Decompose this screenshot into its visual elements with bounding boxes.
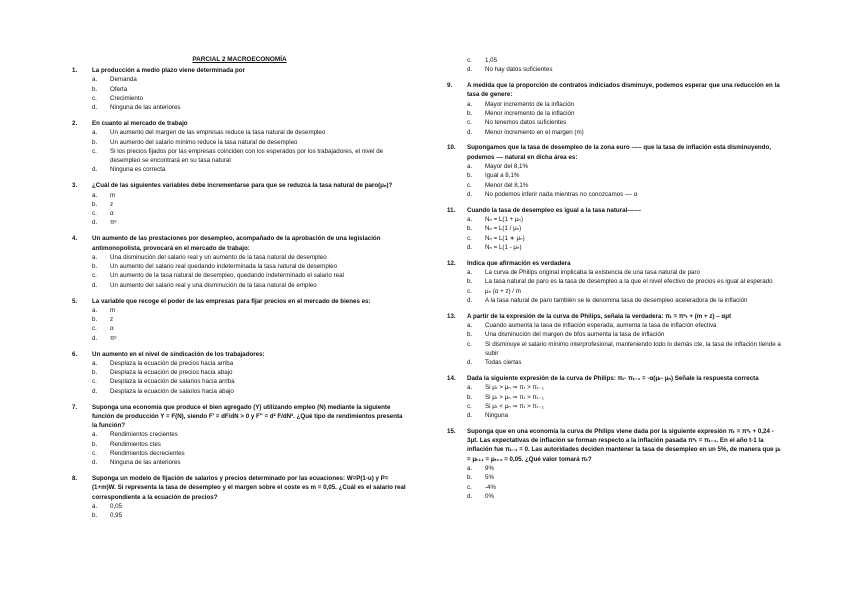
answer-option bbox=[72, 85, 407, 94]
question bbox=[72, 297, 407, 343]
option-letter: d. bbox=[92, 166, 98, 174]
option-letter: a. bbox=[467, 321, 473, 329]
question-number: 14. bbox=[447, 374, 456, 382]
option-text: No tenemos datos suficientes bbox=[485, 119, 567, 127]
answer-option bbox=[72, 262, 407, 271]
answer-option bbox=[447, 464, 782, 473]
answer-option bbox=[447, 100, 782, 109]
question bbox=[447, 374, 782, 420]
option-letter: d. bbox=[467, 128, 473, 136]
answer-option bbox=[72, 253, 407, 262]
question-number: 12. bbox=[447, 259, 456, 267]
answer-option bbox=[447, 234, 782, 243]
answer-option bbox=[72, 440, 407, 449]
option-letter: d. bbox=[92, 334, 98, 342]
answer-option bbox=[72, 387, 407, 396]
answer-option bbox=[447, 296, 782, 305]
answer-option bbox=[72, 271, 407, 280]
question bbox=[447, 259, 782, 305]
option-letter: d. bbox=[467, 359, 473, 367]
question bbox=[447, 427, 782, 501]
option-text: Un aumento del margen de las empresas reduce la tasa natural de desempleo bbox=[110, 129, 326, 137]
option-letter: c. bbox=[467, 57, 472, 64]
option-letter: d. bbox=[467, 296, 473, 304]
question bbox=[72, 66, 407, 112]
option-letter: d. bbox=[92, 281, 98, 289]
question-number: 7. bbox=[72, 403, 78, 411]
option-text: Desplaza la ecuación de salarios hacia abajo bbox=[110, 387, 234, 395]
option-text: 0,05 bbox=[110, 502, 123, 510]
question bbox=[447, 312, 782, 368]
answer-option bbox=[72, 209, 407, 218]
option-letter: c. bbox=[92, 210, 97, 218]
option-text: La tasa natural de paro es la tasa de desempleo a la que el nivel efectivo de precios es igual al esperado bbox=[485, 278, 773, 286]
question-number: 1. bbox=[72, 67, 78, 74]
answer-option bbox=[72, 75, 407, 84]
answer-option bbox=[72, 306, 407, 315]
option-letter: d. bbox=[92, 387, 98, 395]
option-letter: c. bbox=[92, 94, 97, 102]
option-letter: a. bbox=[92, 431, 98, 439]
option-letter: c. bbox=[92, 378, 97, 386]
option-text: πᵉ bbox=[110, 334, 117, 342]
answer-option bbox=[447, 277, 782, 286]
option-letter: c. bbox=[92, 325, 97, 333]
option-letter: b. bbox=[467, 109, 473, 117]
question-number: 3. bbox=[72, 182, 78, 190]
question-text: Dada la siguiente expresión de la curva de Philips: πₜ- πₜ₋₁ = -α(μₜ- μₙ) Señale la respuesta correcta bbox=[467, 374, 759, 382]
option-letter: b. bbox=[467, 225, 473, 233]
option-text: α bbox=[110, 325, 114, 333]
option-text: μₙ (α + z) / m bbox=[485, 287, 521, 295]
option-text: Una disminución del margen de bfos aumenta la tasa de inflación bbox=[485, 331, 665, 339]
option-text: Ninguna de las anteriores bbox=[110, 104, 181, 112]
option-text: Si disminuye el salario mínimo interprofesional, manteniendo todo lo demás cte, la tasa de inflación tiende a subir bbox=[485, 340, 781, 357]
answer-option bbox=[447, 268, 782, 277]
option-text: Si μₜ > μₙ ⇒ πₜ > πₜ₋₁ bbox=[485, 384, 544, 392]
option-letter: b. bbox=[467, 393, 473, 401]
question bbox=[72, 350, 407, 396]
option-text: Mayor del 8,1% bbox=[485, 162, 528, 170]
answer-option bbox=[447, 65, 782, 74]
option-letter: a. bbox=[92, 306, 98, 314]
answer-option bbox=[72, 138, 407, 147]
option-text: Rendimientos crecientes bbox=[110, 431, 178, 439]
answer-option bbox=[72, 315, 407, 324]
question-text: La variable que recoge el poder de las empresas para fijar precios en el mercado de bienes es: bbox=[92, 297, 371, 305]
answer-option bbox=[72, 128, 407, 137]
option-text: Desplaza la ecuación de salarios hacia arriba bbox=[110, 378, 235, 386]
answer-option bbox=[447, 402, 782, 411]
answer-option bbox=[447, 109, 782, 118]
option-letter: b. bbox=[92, 440, 98, 448]
question-text: Cuando la tasa de desempleo es igual a la tasa natural–––– bbox=[467, 206, 642, 214]
option-letter: b. bbox=[92, 200, 98, 208]
option-letter: a. bbox=[467, 268, 473, 276]
option-text: Una disminución del salario real y un aumento de la tasa natural de desempleo bbox=[110, 253, 327, 261]
option-text: Mayor incremento de la inflación bbox=[485, 100, 575, 108]
question-text: Suponga que en una economía la curva de Philips viene dada por la siguiente expresión πₜ = πᵉₜ + 0,24 - 3μt. Las expectativas de inflación se forman respecto a la inflación pasada πᵉₜ = πₜ₋₁. En el año t-1 la inflación fue πₜ₋₁ = 0. Las autoridades deciden mantener la tasa de desempleo en un 5%, de manera que μₜ = μₜ₊₁ = μₜ₊₂ = 0,05. ¿Qué valor tomará πₜ? bbox=[467, 427, 781, 463]
answer-option bbox=[72, 430, 407, 439]
answer-option bbox=[447, 243, 782, 252]
option-text: Oferta bbox=[110, 85, 128, 93]
option-letter: b. bbox=[92, 263, 98, 271]
option-text: Todas ciertas bbox=[485, 359, 522, 367]
left-column bbox=[72, 66, 407, 527]
question bbox=[72, 119, 407, 175]
answer-option bbox=[72, 218, 407, 227]
question-number: 2. bbox=[72, 119, 78, 127]
option-text: Nₙ = L(1 - μₙ) bbox=[485, 243, 522, 251]
option-text: Menor incremento de la inflación bbox=[485, 109, 575, 117]
exam-title: PARCIAL 2 MACROECONOMÍA bbox=[192, 56, 287, 63]
question-number: 13. bbox=[447, 312, 456, 320]
option-letter: a. bbox=[467, 162, 473, 170]
option-letter: a. bbox=[467, 384, 473, 392]
option-text: Menor del 8,1% bbox=[485, 181, 529, 189]
answer-option bbox=[447, 181, 782, 190]
option-letter: d. bbox=[467, 492, 473, 500]
option-letter: b. bbox=[467, 331, 473, 339]
question-text: Suponga una economía que produce el bien agregado (Y) utilizando empleo (N) mediante la siguiente función de producción Y = F(N), siendo F' = dF/dN > 0 y F'' = d² F/dN². ¿Qué tipo de rendimientos presenta la función? bbox=[92, 403, 403, 430]
option-text: Menor incremento en el margen (m) bbox=[485, 128, 584, 136]
option-letter: a. bbox=[467, 100, 473, 108]
option-letter: c. bbox=[92, 449, 97, 457]
question-number: 11. bbox=[447, 206, 456, 214]
question-text: Supongamos que la tasa de desempleo de la zona euro ––– que la tasa de inflación esta disminuyendo, podemos –– natural en dicha área es: bbox=[467, 144, 771, 161]
question-continuation bbox=[447, 56, 782, 75]
option-text: α bbox=[110, 210, 114, 218]
option-text: Ninguna de las anteriores bbox=[110, 459, 181, 467]
option-text: z bbox=[110, 200, 114, 208]
option-text: Un aumento del salario real y una disminución de la tasa natural de empleo bbox=[110, 281, 317, 289]
option-letter: b. bbox=[467, 172, 473, 180]
right-column bbox=[447, 56, 782, 508]
option-text: Demanda bbox=[110, 76, 137, 84]
answer-option bbox=[447, 162, 782, 171]
option-text: Rendimientos decrecientes bbox=[110, 449, 185, 457]
answer-option bbox=[72, 502, 407, 511]
option-text: Ninguna es correcta bbox=[110, 166, 166, 174]
option-text: 1,05 bbox=[485, 57, 498, 64]
option-text: La curva de Philips original implicaba la existencia de una tasa natural de paro bbox=[485, 268, 700, 276]
answer-option bbox=[447, 224, 782, 233]
question bbox=[72, 181, 407, 227]
answer-option bbox=[72, 324, 407, 333]
option-letter: a. bbox=[92, 502, 98, 510]
answer-option bbox=[447, 411, 782, 420]
option-letter: b. bbox=[92, 512, 98, 520]
option-letter: b. bbox=[467, 474, 473, 482]
option-letter: d. bbox=[92, 219, 98, 227]
question-number: 15. bbox=[447, 427, 456, 435]
answer-option bbox=[72, 94, 407, 103]
option-text: Nₙ = L(1 / μₙ) bbox=[485, 225, 522, 233]
answer-option bbox=[72, 334, 407, 343]
question-text: Un aumento en el nivel de sindicación de los trabajadores: bbox=[92, 350, 265, 358]
question-number: 8. bbox=[72, 475, 78, 483]
answer-option bbox=[447, 393, 782, 402]
option-letter: c. bbox=[467, 340, 472, 348]
answer-option bbox=[447, 330, 782, 339]
answer-option bbox=[72, 191, 407, 200]
question-text: Indica que afirmación es verdadera bbox=[467, 259, 571, 267]
answer-option bbox=[72, 281, 407, 290]
option-text: Rendimientos ctes bbox=[110, 440, 161, 448]
question-text: A medida que la proporción de contratos indiciados disminuye, podemos esperar que una reducción en la tasa de genere: bbox=[467, 82, 780, 99]
question bbox=[447, 143, 782, 199]
answer-option bbox=[72, 458, 407, 467]
option-letter: b. bbox=[467, 278, 473, 286]
option-letter: d. bbox=[92, 459, 98, 467]
option-letter: d. bbox=[92, 104, 98, 112]
question bbox=[72, 234, 407, 290]
question-text: A partir de la expresión de la curva de Philips, señala la verdadera: πₜ = πᵉₜ + (m + z) – αμt bbox=[467, 312, 732, 320]
answer-option bbox=[447, 383, 782, 392]
answer-option bbox=[72, 200, 407, 209]
option-letter: a. bbox=[92, 129, 98, 137]
answer-option bbox=[447, 473, 782, 482]
option-text: πᵉ bbox=[110, 219, 117, 227]
option-letter: c. bbox=[467, 483, 472, 491]
option-letter: a. bbox=[92, 76, 98, 84]
option-letter: a. bbox=[467, 215, 473, 223]
answer-option bbox=[72, 147, 407, 166]
question-number: 4. bbox=[72, 235, 78, 243]
option-text: Desplaza la ecuación de precios hacia arriba bbox=[110, 359, 234, 367]
option-letter: b. bbox=[92, 369, 98, 377]
option-text: z bbox=[110, 316, 114, 324]
option-letter: c. bbox=[92, 272, 97, 280]
answer-option bbox=[447, 171, 782, 180]
question-text: En cuanto al mercado de trabajo bbox=[92, 119, 188, 127]
option-letter: b. bbox=[92, 85, 98, 93]
option-text: A la tasa natural de paro también se le denomina tasa de desempleo aceleradora de la inflación bbox=[485, 296, 748, 304]
option-letter: c. bbox=[92, 147, 97, 155]
answer-option bbox=[72, 449, 407, 458]
option-text: Nₙ = L(1 + μₙ) bbox=[485, 215, 524, 223]
option-text: Ninguna bbox=[485, 412, 509, 420]
question-text: Un aumento de las prestaciones por desempleo, acompañado de la aprobación de una legislación antimonopolista, provocará en el mercado de trabajo: bbox=[92, 235, 381, 252]
option-letter: a. bbox=[92, 191, 98, 199]
option-letter: b. bbox=[92, 138, 98, 146]
option-text: -4% bbox=[485, 483, 497, 491]
question-number: 10. bbox=[447, 144, 456, 152]
option-text: Si μₜ > μₙ ⇒ πₜ > πₜ₋₁ bbox=[485, 393, 544, 401]
option-letter: a. bbox=[467, 465, 473, 473]
question-number: 6. bbox=[72, 350, 78, 358]
option-text: m bbox=[110, 306, 116, 314]
option-letter: c. bbox=[467, 234, 472, 242]
option-text: Un aumento del salario mínimo reduce la tasa natural de desempleo bbox=[110, 138, 298, 146]
option-letter: d. bbox=[467, 243, 473, 251]
option-letter: d. bbox=[467, 412, 473, 420]
option-text: Crecimiento bbox=[110, 94, 144, 102]
question-text: La producción a medio plazo viene determinada por bbox=[92, 67, 245, 74]
option-letter: c. bbox=[467, 402, 472, 410]
answer-option bbox=[447, 321, 782, 330]
question-text: Suponga un modelo de fijación de salarios y precios determinado por las ecuaciones: W=P(1-u) y P=(1+m)W. Si representa la tasa de desempleo y el margen sobre el coste es m = 0,05. ¿Cuál es el salario real correspondiente a la ecuación de precios? bbox=[92, 475, 406, 501]
answer-option bbox=[447, 118, 782, 127]
option-text: 5% bbox=[485, 474, 494, 482]
option-text: m bbox=[110, 191, 116, 199]
answer-option bbox=[447, 358, 782, 367]
option-letter: a. bbox=[92, 253, 98, 261]
answer-option bbox=[447, 128, 782, 137]
option-text: Desplaza la ecuación de precios hacia abajo bbox=[110, 369, 233, 377]
option-text: No hay datos suficientes bbox=[485, 66, 553, 74]
answer-option bbox=[447, 492, 782, 501]
answer-option bbox=[447, 215, 782, 224]
answer-option bbox=[72, 103, 407, 112]
answer-option bbox=[72, 511, 407, 520]
answer-option bbox=[447, 340, 782, 359]
answer-option bbox=[72, 359, 407, 368]
answer-option bbox=[72, 377, 407, 386]
option-letter: d. bbox=[467, 66, 473, 74]
answer-option bbox=[72, 368, 407, 377]
question-number: 5. bbox=[72, 297, 78, 305]
option-text: Un aumento del salario real quedando indeterminada la tasa natural de desempleo bbox=[110, 263, 338, 271]
option-text: Si μₜ < μₙ ⇒ πₜ > πₜ₋₁ bbox=[485, 402, 544, 410]
option-text: 0,95 bbox=[110, 512, 123, 520]
answer-option bbox=[447, 190, 782, 199]
answer-option bbox=[72, 165, 407, 174]
question bbox=[447, 81, 782, 137]
option-letter: d. bbox=[467, 190, 473, 198]
option-letter: b. bbox=[92, 316, 98, 324]
option-text: 0% bbox=[485, 492, 494, 500]
question bbox=[72, 474, 407, 520]
question-number: 9. bbox=[447, 82, 453, 90]
option-letter: c. bbox=[467, 181, 472, 189]
option-text: No podemos inferir nada mientras no conozcamos –– α bbox=[485, 190, 638, 198]
option-text: Cuando aumenta la tasa de inflación esperada, aumenta la tasa de inflación efectiva bbox=[485, 321, 717, 329]
option-text: 9% bbox=[485, 465, 494, 473]
option-letter: c. bbox=[467, 287, 472, 295]
answer-option bbox=[447, 56, 782, 65]
option-text: Igual a 8,1% bbox=[485, 172, 520, 180]
option-text: Si los precios fijados por las empresas coinciden con los esperados por los trabajadores, el nivel de desempleo se encontrará en su tasa natural bbox=[110, 147, 384, 165]
answer-option bbox=[447, 287, 782, 296]
option-letter: c. bbox=[467, 119, 472, 127]
question-text: ¿Cuál de las siguientes variables debe incrementarse para que se reduzca la tasa natural de paro(μₙ)? bbox=[92, 182, 393, 190]
answer-option bbox=[447, 483, 782, 492]
option-letter: a. bbox=[92, 359, 98, 367]
option-text: Un aumento de la tasa natural de desempleo, quedando indeterminado el salario real bbox=[110, 272, 344, 280]
question bbox=[72, 403, 407, 468]
question bbox=[447, 206, 782, 252]
option-text: Nₙ = L(1 ∗ μₙ) bbox=[485, 234, 525, 242]
